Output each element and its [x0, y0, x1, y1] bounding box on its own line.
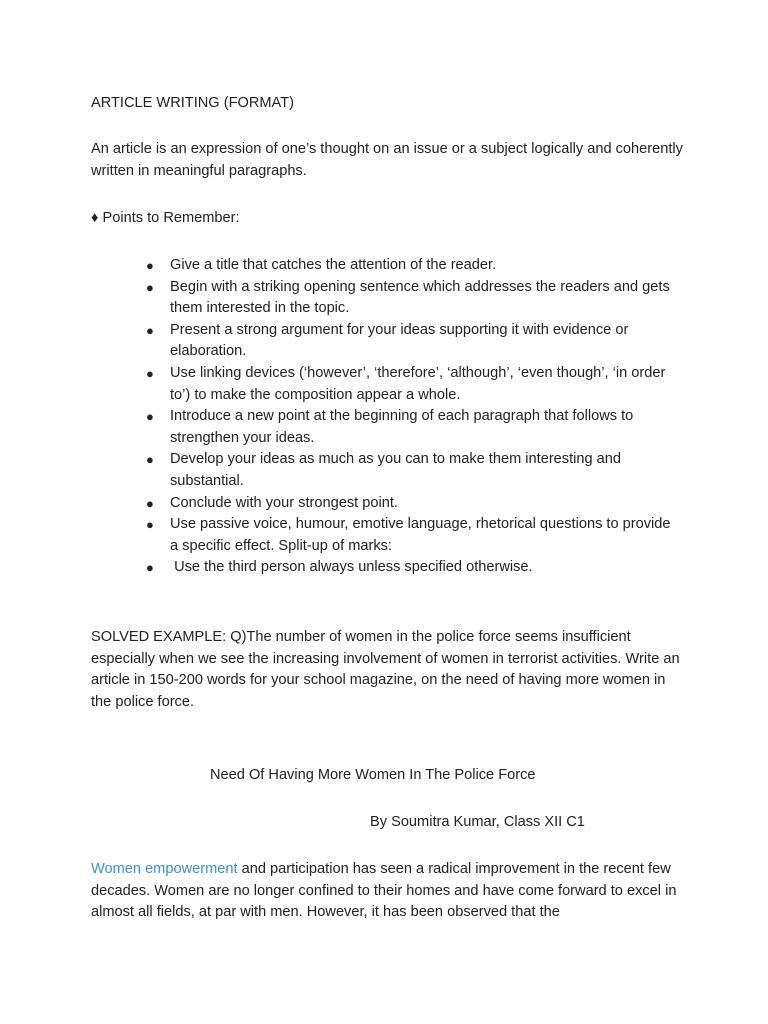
bullet-icon: ●	[146, 365, 154, 381]
solved-example-question: SOLVED EXAMPLE: Q)The number of women in the police force seems insufficient especially when we see the increasing involvement of women in terrorist activities. Write an article in 150-200 words for your school magazine, on the need of having more women in the police force.	[91, 629, 680, 710]
list-item-text: Give a title that catches the attention of the reader.	[170, 257, 497, 273]
list-item-text: Conclude with your strongest point.	[170, 494, 398, 511]
bullet-icon: ●	[146, 495, 154, 511]
points-list	[146, 255, 676, 579]
list-item	[146, 493, 676, 515]
list-item-text: Develop your ideas as much as you can to make them interesting and substantial.	[170, 451, 626, 489]
list-item	[146, 320, 676, 363]
bullet-icon: ●	[146, 258, 154, 273]
women-empowerment-link[interactable]: Women empowerment	[91, 861, 238, 877]
list-item-text: Use linking devices (‘however’, ‘therefore’, ‘although’, ‘even though’, ‘in order to’) to make the composition appear a whole.	[170, 364, 670, 403]
list-item-text: Use passive voice, humour, emotive language, rhetorical questions to provide a specific effect. Split-up of marks:	[170, 516, 675, 554]
article-byline: By Soumitra Kumar, Class XII C1	[370, 814, 585, 830]
list-item	[146, 363, 676, 406]
list-item-text: Present a strong argument for your ideas supporting it with evidence or elaboration.	[170, 321, 633, 360]
body-text: and participation has seen a radical improvement in the recent few decades. Women are no longer confined to their homes and have come forward to excel in almost all fields, at par with men. However, it has been observed that the	[91, 861, 677, 921]
list-item	[146, 255, 676, 277]
bullet-icon: ●	[146, 452, 154, 468]
list-item-text: Use the third person always unless specified otherwise.	[170, 559, 533, 576]
points-title: ♦ Points to Remember:	[91, 210, 240, 226]
list-item-text: Introduce a new point at the beginning of each paragraph that follows to strengthen your ideas.	[170, 408, 638, 446]
list-item	[146, 557, 676, 579]
bullet-icon: ●	[146, 517, 154, 533]
bullet-icon: ●	[146, 279, 154, 295]
list-item	[146, 277, 676, 320]
document-heading: ARTICLE WRITING (FORMAT)	[91, 95, 294, 111]
list-item	[146, 406, 676, 449]
bullet-icon: ●	[146, 560, 154, 576]
bullet-icon: ●	[146, 322, 154, 338]
bullet-icon: ●	[146, 409, 154, 425]
list-item-text: Begin with a striking opening sentence which addresses the readers and gets them interested in the topic.	[170, 278, 674, 317]
article-body-paragraph	[91, 859, 683, 924]
list-item	[146, 514, 676, 557]
intro-paragraph: An article is an expression of one’s thought on an issue or a subject logically and coherently written in meaningful paragraphs.	[91, 141, 683, 179]
list-item	[146, 449, 676, 492]
article-title: Need Of Having More Women In The Police Force	[210, 767, 536, 783]
